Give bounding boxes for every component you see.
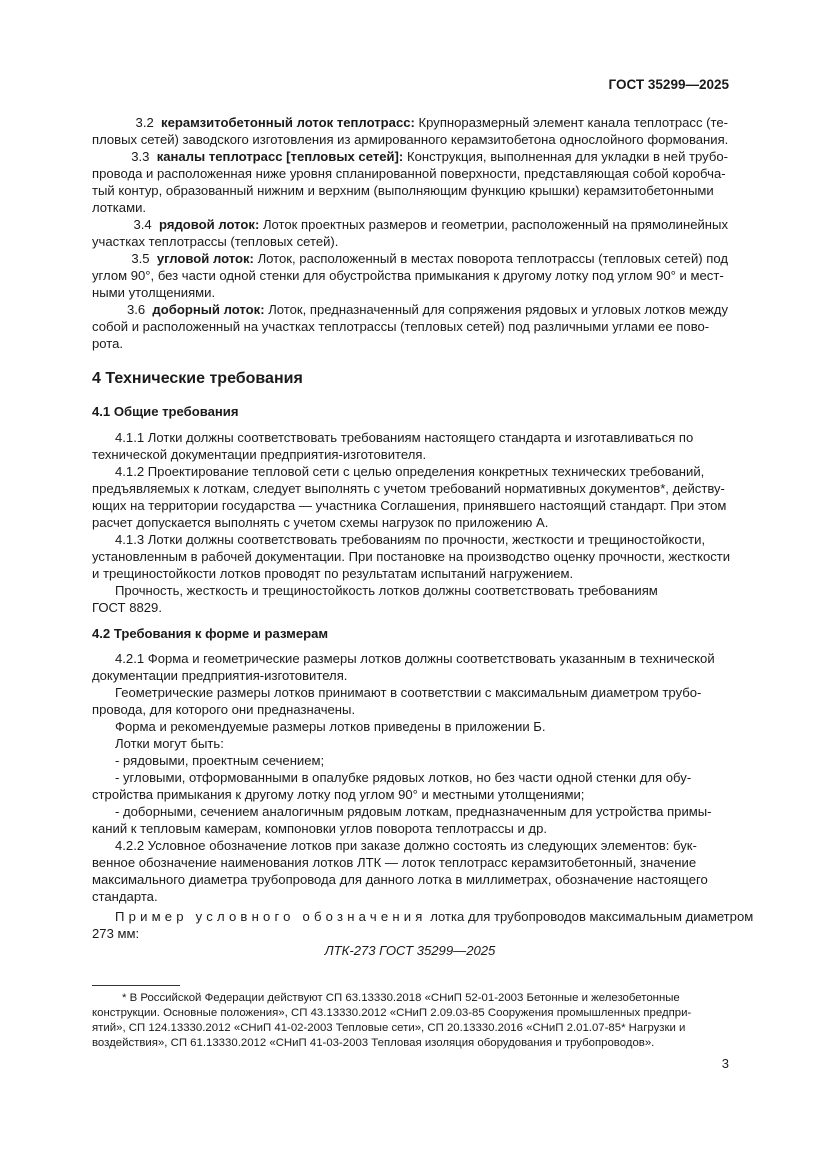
- s41-line: предъявляемых к лоткам, следует выполнять с учетом требований нормативных документов*, действу-: [92, 481, 725, 496]
- s42-line: документации предприятия-изготовителя.: [92, 668, 348, 683]
- term-3-4-line-1: 3.4 рядовой лоток: Лоток проектных размеров и геометрии, расположенный на прямолинейных: [133, 217, 728, 232]
- s41-line: и трещиностойкости лотков проводят по результатам испытаний нагружением.: [92, 566, 574, 581]
- s42-line: каний к тепловым камерам, компоновки углов поворота теплотрассы и др.: [92, 821, 547, 836]
- term-3-5-line-2: углом 90°, без части одной стенки для обустройства примыкания к другому лотку под углом 90° и мест-: [92, 268, 724, 283]
- s42-line: венное обозначение наименования лотков ЛТК — лоток теплотрасс керамзитобетонный, значение: [92, 855, 697, 870]
- terms-block: [92, 114, 728, 352]
- s42-line: 4.2.1 Форма и геометрические размеры лотков должны соответствовать указанным в технической: [115, 651, 715, 666]
- term-3-3-label: каналы теплотрасс [тепловых сетей]:: [156, 149, 404, 164]
- term-3-5-label: угловой лоток:: [156, 251, 254, 266]
- term-3-3-line-1: 3.3 каналы теплотрасс [тепловых сетей]: Конструкция, выполненная для укладки в ней трубо-: [131, 149, 728, 164]
- example-line-2: 273 мм:: [92, 926, 140, 941]
- footnote: [92, 991, 728, 1051]
- s42-line: - рядовыми, проектным сечением;: [115, 753, 325, 768]
- s41-line: ГОСТ 8829.: [92, 600, 162, 615]
- s42-line: - угловыми, отформованными в опалубке рядовых лотков, но без части одной стенки для обу-: [115, 770, 692, 785]
- s41-line: расчет допускается выполнять с учетом схемы нагрузок по приложению А.: [92, 515, 549, 530]
- footnote-line: * В Российской Федерации действуют СП 63.13330.2018 «СНиП 52-01-2003 Бетонные и железобетонные: [122, 992, 680, 1004]
- s42-line: стройства примыкания к другому лотку под углом 90° и местными утолщениями;: [92, 787, 585, 802]
- footnote-line: воздействия», СП 61.13330.2012 «СНиП 41-03-2003 Тепловая изоляция оборудования и трубопроводов».: [92, 1037, 655, 1049]
- term-3-6-label: доборный лоток:: [152, 302, 265, 317]
- s42-line: провода, для которого они предназначены.: [92, 702, 356, 717]
- footnote-line: конструкции. Основные положения», СП 43.13330.2012 «СНиП 2.09.03-85 Сооружения промышленных предпри-: [92, 1007, 692, 1019]
- example-line-1: Пример условного обозначения лотка для трубопроводов максимальным диаметром: [115, 909, 754, 924]
- term-3-6-line-3: рота.: [92, 336, 124, 351]
- s41-line: установленным в рабочей документации. При постановке на производство оценку прочности, жесткости: [92, 549, 731, 564]
- example-code: ЛТК-273 ГОСТ 35299—2025: [324, 943, 496, 958]
- designation-example: [92, 908, 754, 959]
- term-3-3-line-4: лотками.: [92, 200, 147, 215]
- term-3-2-line-2: пловых сетей) заводского изготовления из армированного керамзитобетона однослойного формования.: [92, 132, 729, 147]
- term-3-3-line-3: тый контур, образованный нижним и верхним (выполняющим функцию крышки) керамзитобетонными: [92, 183, 714, 198]
- s42-line: Форма и рекомендуемые размеры лотков приведены в приложении Б.: [115, 719, 546, 734]
- term-3-5-line-3: ными утолщениями.: [92, 285, 216, 300]
- subsection-4-1-title: 4.1 Общие требования: [92, 404, 239, 419]
- subsection-4-2-title: 4.2 Требования к форме и размерам: [92, 626, 329, 641]
- s41-line: 4.1.2 Проектирование тепловой сети с целью определения конкретных технических требований,: [115, 464, 705, 479]
- subsection-4-1-body: [92, 429, 731, 616]
- s41-line: технической документации предприятия-изготовителя.: [92, 447, 427, 462]
- example-label: Пример условного обозначения: [115, 909, 427, 924]
- term-3-4-label: рядовой лоток:: [159, 217, 260, 232]
- s42-line: Лотки могут быть:: [115, 736, 224, 751]
- s41-line: 4.1.1 Лотки должны соответствовать требованиям настоящего стандарта и изготавливаться по: [115, 430, 694, 445]
- term-3-3-line-2: провода и расположенная ниже уровня спланированной поверхности, представляющая собой коробча-: [92, 166, 726, 181]
- s42-line: 4.2.2 Условное обозначение лотков при заказе должно состоять из следующих элементов: бук-: [115, 838, 697, 853]
- s42-line: Геометрические размеры лотков принимают в соответствии с максимальным диаметром трубо-: [115, 685, 702, 700]
- subsection-4-2-body: [92, 650, 728, 905]
- term-3-5-line-1: 3.5 угловой лоток: Лоток, расположенный в местах поворота теплотрассы (тепловых сетей) под: [131, 251, 728, 266]
- page-number: 3: [721, 1056, 729, 1071]
- footnote-line: ятий», СП 124.13330.2012 «СНиП 41-02-2003 Тепловые сети», СП 20.13330.2016 «СНиП 2.01.07-85* Нагрузки и: [92, 1022, 686, 1034]
- s42-line: - доборными, сечением аналогичным рядовым лоткам, предназначенным для устройства примы-: [115, 804, 712, 819]
- s41-line: Прочность, жесткость и трещиностойкость лотков должны соответствовать требованиям: [115, 583, 658, 598]
- s41-line: 4.1.3 Лотки должны соответствовать требованиям по прочности, жесткости и трещиностойкости,: [115, 532, 706, 547]
- term-3-6-line-1: 3.6 доборный лоток: Лоток, предназначенный для сопряжения рядовых и угловых лотков между: [126, 302, 728, 317]
- section-4-title: 4 Технические требования: [92, 370, 303, 387]
- s42-line: стандарта.: [92, 889, 158, 904]
- term-3-4-line-2: участках теплотрассы (тепловых сетей).: [92, 234, 339, 249]
- term-3-2-label: керамзитобетонный лоток теплотрасс:: [161, 115, 415, 130]
- term-3-2-line-1: 3.2 керамзитобетонный лоток теплотрасс: Крупноразмерный элемент канала теплотрасс (те-: [135, 115, 728, 130]
- footnote-separator: [92, 985, 180, 986]
- s41-line: ющих на территории государства — участника Соглашения, принявшего настоящий стандарт. При этом: [92, 498, 727, 513]
- s42-line: максимального диаметра трубопровода для данного лотка в миллиметрах, обозначение настоящего: [92, 872, 708, 887]
- document-header-id: ГОСТ 35299—2025: [608, 77, 729, 92]
- term-3-6-line-2: собой и расположенный на участках теплотрассы (тепловых сетей) под различными углами ее пово-: [92, 319, 710, 334]
